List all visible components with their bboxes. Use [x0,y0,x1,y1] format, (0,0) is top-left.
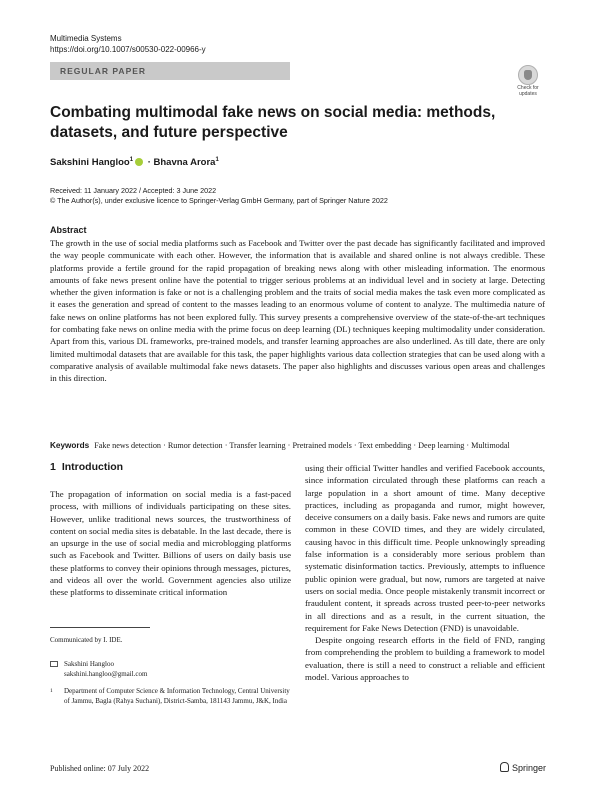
published-online: Published online: 07 July 2022 [50,764,150,773]
doi-link[interactable]: https://doi.org/10.1007/s00530-022-00966-y [50,45,206,54]
section-heading [50,461,123,473]
paragraph: Despite ongoing research efforts in the field of FND, ranging from comprehending the problem to building a framework to model evaluation, there is still a need to construct a reliable and efficient model. Various approaches to [305,635,545,683]
abstract-body: The growth in the use of social media platforms such as Facebook and Twitter over the past decade has significantly facilitated and improved the way people communicate with each other. However, the information that is available and shared online is not always credible. These platforms provide a fertile ground for the rapid propagation of breaking news along with other misleading information. The enormous amounts of fake news present online have the potential to trigger serious problems at an individual level and in society at large. Detecting whether the given information is fake or not is a challenging problem and the traits of social media makes the task even more complicated as it eases the generation and spread of content to the masses leading to an enormous volume of content to analyze. The multimedia nature of fake news on online platforms has not been explored fully. This survey presents a comprehensive overview of the state-of-the-art techniques for combating fake news on online media with the prime focus on deep learning (DL) techniques keeping multimodality under consideration. Apart from this, various DL frameworks, pre-trained models, and transfer learning approaches are also underlined. As till date, there are only limited multimodal datasets that are available for this task, the paper highlights various data collection strategies that can be used along with a comparative analysis of available multimodal fake news datasets. The paper also highlights and discusses various open areas and challenges in this direction. [50,238,545,384]
journal-header [50,33,206,55]
affiliation-number: 1 [50,688,53,694]
copyright-line: © The Author(s), under exclusive licence to Springer-Verlag GmbH Germany, part of Springer Nature 2022 [50,196,388,205]
envelope-icon [50,661,58,667]
paper-title: Combating multimodal fake news on social media: methods, datasets, and future perspective [50,104,496,141]
author-name: Sakshini Hangloo [50,157,130,169]
received-accepted: Received: 11 January 2022 / Accepted: 3 June 2022 [50,186,217,195]
affiliation-marker: 1 [129,157,134,163]
body-column-right [305,462,545,683]
bookmark-icon [518,65,538,85]
author-list [50,157,219,168]
journal-name: Multimedia Systems [50,34,122,43]
abstract-heading: Abstract [50,225,87,235]
keywords [50,440,545,452]
author-name: Bhavna Arora [153,157,216,169]
orcid-icon[interactable] [135,158,143,166]
author-separator: · [145,157,154,169]
publisher-name: Springer [512,763,547,773]
keywords-label: Keywords [50,441,90,450]
footnote-divider [50,627,150,628]
keywords-list: Fake news detection · Rumor detection · Transfer learning · Pretrained models · Text embedding · Deep learning · Multimodal [94,441,510,450]
contact-name: Sakshini Hangloo [64,660,114,668]
body-column-left: The propagation of information on social media is a fast-paced process, with millions of individuals participating on these sites. However, unlike traditional news sources, the trustworthiness of content on social media sites is debatable. In the last decade, there is an upsurge in the use of social media and microblogging platforms such as Facebook and Twitter. Billions of users on daily basis use these platforms to convey their opinions through messages, pictures, and videos all over the world. Government agencies also utilize these platforms to disseminate critical information [50,489,291,598]
article-type-banner [50,62,290,80]
springer-horse-icon [500,762,509,772]
section-title: Introduction [61,461,124,473]
section-number: 1 [50,461,56,473]
affiliation-text: Department of Computer Science & Information Technology, Central University of Jammu, Bagla (Rahya Suchani), District-Samba, 181143 Jammu, J&K, India [64,687,290,705]
paragraph: using their official Twitter handles and verified Facebook accounts, since information circulated through these platforms can reach a large population in a short amount of time. Many deceptive practices, including as propaganda and rumor, might however, deceive consumers on a daily basis. Fake news and rumors are quite common in these COVID times, and they are widely circulated, causing havoc in this difficult time. People unknowingly spreading false information is a considerably more serious problem than systematic disinformation tactics. Previously, attempts to influence public opinion were gradual, but now, rumors are targeted at naive users on social media. Once people mistakenly transmit incorrect or fraudulent content, it spreads across trusted peer-to-peer networks in all directions and as a result, in the current situation, the requirement for Fake News Detection (FND) is unavoidable. [305,463,545,633]
affiliation-marker: 1 [215,157,219,163]
communicated-by: Communicated by I. IDE. [50,636,123,644]
article-type: REGULAR PAPER [60,66,147,76]
check-updates-label: Check for updates [517,85,539,97]
contact-email[interactable]: sakshini.hangloo@gmail.com [64,670,148,678]
publisher-logo [500,762,546,773]
check-for-updates-badge[interactable] [511,65,545,99]
publication-dates [50,186,388,206]
